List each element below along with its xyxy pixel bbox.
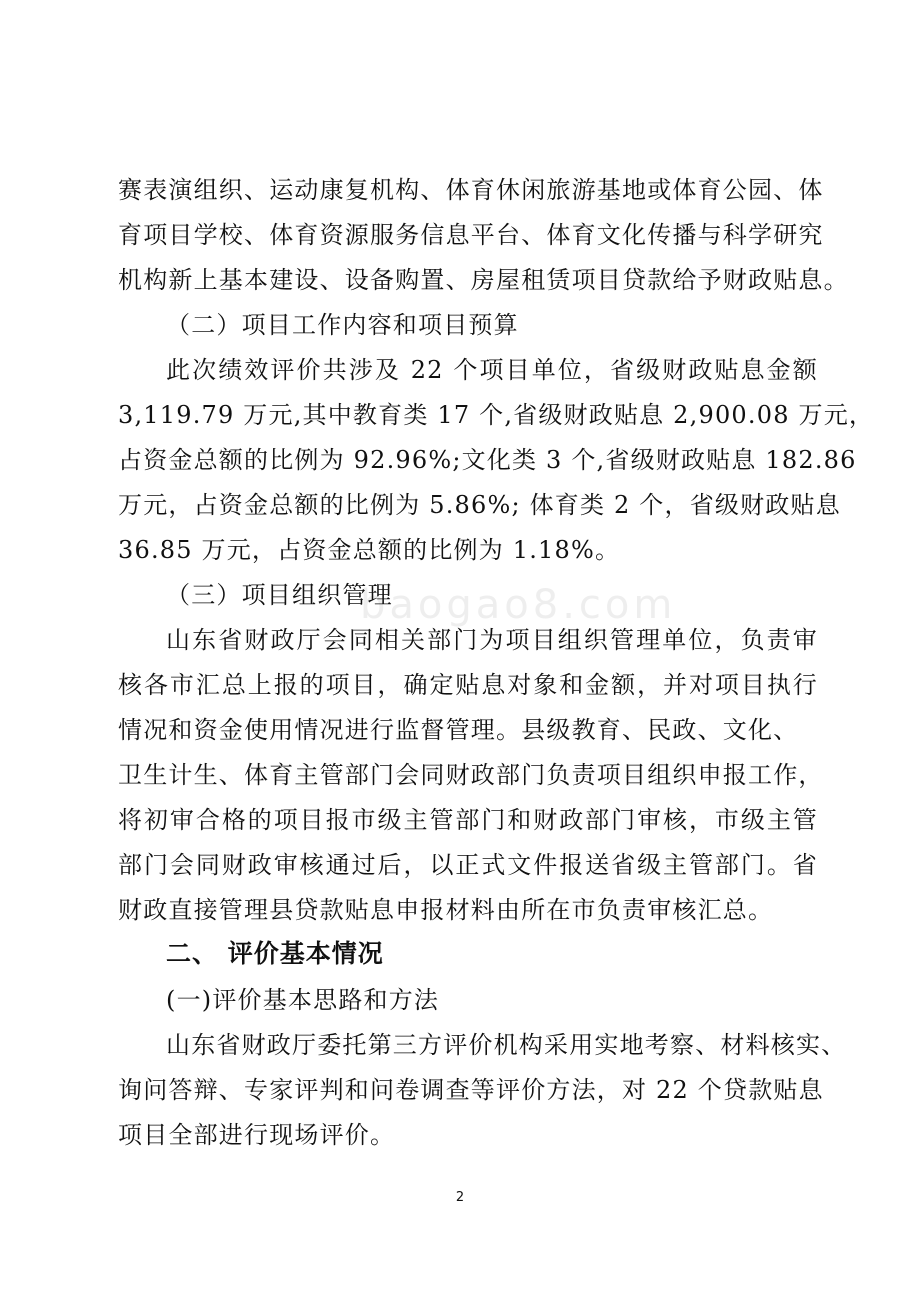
body-line: 卫生计生、体育主管部门会同财政部门负责项目组织申报工作， <box>118 761 824 789</box>
body-line: 36.85 万元，占资金总额的比例为 1.18%。 <box>118 536 621 564</box>
body-line: 将初审合格的项目报市级主管部门和财政部门审核，市级主管 <box>118 806 818 834</box>
watermark: baogao8.com <box>360 582 677 628</box>
body-line: 万元，占资金总额的比例为 5.86%; 体育类 2 个，省级财政贴息 <box>118 491 841 519</box>
body-line: 山东省财政厅会同相关部门为项目组织管理单位，负责审 <box>166 626 818 654</box>
section-subheading: (一)评价基本思路和方法 <box>166 986 440 1014</box>
section-subheading: （二）项目工作内容和项目预算 <box>166 311 519 339</box>
section-subheading: （三）项目组织管理 <box>166 581 393 609</box>
body-line: 部门会同财政审核通过后，以正式文件报送省级主管部门。省 <box>118 851 818 879</box>
section-heading: 二、 评价基本情况 <box>166 939 384 968</box>
page-number: 2 <box>455 1190 465 1205</box>
body-line: 核各市汇总上报的项目，确定贴息对象和金额，并对项目执行 <box>118 671 818 699</box>
body-line: 3,119.79 万元,其中教育类 17 个,省级财政贴息 2,900.08 万元， <box>118 401 875 429</box>
body-line: 赛表演组织、运动康复机构、体育休闲旅游基地或体育公园、体 <box>118 176 824 204</box>
body-line: 占资金总额的比例为 92.96%;文化类 3 个,省级财政贴息 182.86 <box>118 446 857 474</box>
body-line: 山东省财政厅委托第三方评价机构采用实地考察、材料核实、 <box>166 1031 847 1059</box>
body-line: 询问答辩、专家评判和问卷调查等评价方法，对 22 个贷款贴息 <box>118 1076 824 1104</box>
body-line: 育项目学校、体育资源服务信息平台、体育文化传播与科学研究 <box>118 221 824 249</box>
body-line: 财政直接管理县贷款贴息申报材料由所在市负责审核汇总。 <box>118 896 774 924</box>
body-line: 情况和资金使用情况进行监督管理。县级教育、民政、文化、 <box>118 716 799 744</box>
body-line: 此次绩效评价共涉及 22 个项目单位，省级财政贴息金额 <box>166 356 818 384</box>
body-line: 项目全部进行现场评价。 <box>118 1121 396 1149</box>
body-line: 机构新上基本建设、设备购置、房屋租赁项目贷款给予财政贴息。 <box>118 266 849 294</box>
